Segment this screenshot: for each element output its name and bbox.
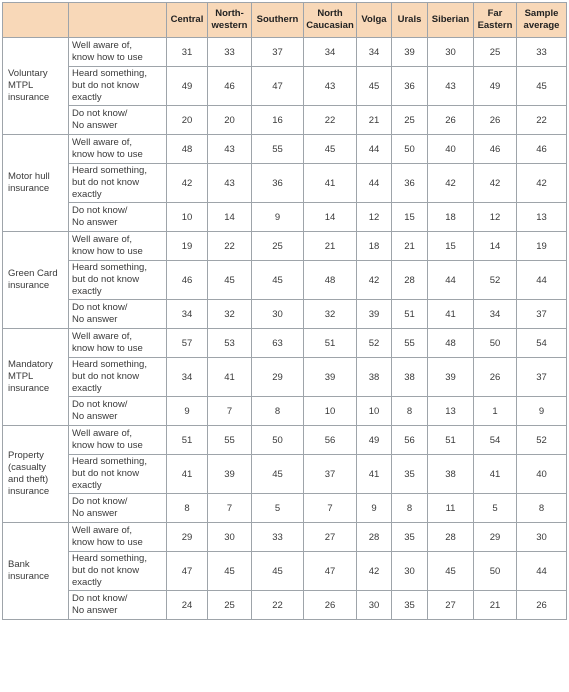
value-cell: 18 [357, 232, 392, 261]
header-urals: Urals [392, 3, 428, 38]
value-cell: 34 [474, 300, 517, 329]
value-cell: 45 [208, 552, 252, 591]
value-cell: 43 [304, 67, 357, 106]
value-cell: 44 [428, 261, 474, 300]
table-row [3, 164, 567, 203]
value-cell: 57 [167, 329, 208, 358]
value-cell: 35 [392, 455, 428, 494]
response-label: Heard something, but do not know exactly [69, 261, 167, 300]
value-cell: 18 [428, 203, 474, 232]
value-cell: 24 [167, 591, 208, 620]
value-cell: 15 [392, 203, 428, 232]
header-siberian: Siberian [428, 3, 474, 38]
value-cell: 9 [517, 397, 567, 426]
value-cell: 21 [304, 232, 357, 261]
value-cell: 43 [208, 135, 252, 164]
value-cell: 47 [304, 552, 357, 591]
value-cell: 41 [357, 455, 392, 494]
value-cell: 49 [474, 67, 517, 106]
value-cell: 12 [357, 203, 392, 232]
response-label: Do not know/ No answer [69, 106, 167, 135]
value-cell: 22 [208, 232, 252, 261]
value-cell: 36 [392, 164, 428, 203]
value-cell: 42 [474, 164, 517, 203]
value-cell: 8 [392, 397, 428, 426]
value-cell: 39 [357, 300, 392, 329]
value-cell: 46 [474, 135, 517, 164]
table-row [3, 106, 567, 135]
value-cell: 50 [474, 552, 517, 591]
value-cell: 38 [357, 358, 392, 397]
value-cell: 43 [208, 164, 252, 203]
insurance-awareness-table [2, 2, 567, 620]
response-label: Heard something, but do not know exactly [69, 164, 167, 203]
value-cell: 34 [167, 300, 208, 329]
value-cell: 45 [428, 552, 474, 591]
value-cell: 8 [167, 494, 208, 523]
value-cell: 33 [252, 523, 304, 552]
value-cell: 25 [474, 38, 517, 67]
value-cell: 63 [252, 329, 304, 358]
value-cell: 38 [428, 455, 474, 494]
response-label: Heard something, but do not know exactly [69, 358, 167, 397]
value-cell: 50 [252, 426, 304, 455]
insurance-type-label: Bank insurance [3, 523, 69, 620]
value-cell: 45 [304, 135, 357, 164]
response-label: Do not know/ No answer [69, 591, 167, 620]
response-label: Well aware of, know how to use [69, 329, 167, 358]
table-row [3, 523, 567, 552]
response-label: Heard something, but do not know exactly [69, 455, 167, 494]
value-cell: 44 [517, 552, 567, 591]
value-cell: 29 [252, 358, 304, 397]
value-cell: 55 [252, 135, 304, 164]
value-cell: 51 [392, 300, 428, 329]
value-cell: 26 [474, 358, 517, 397]
value-cell: 26 [428, 106, 474, 135]
value-cell: 10 [304, 397, 357, 426]
table-row [3, 203, 567, 232]
value-cell: 25 [392, 106, 428, 135]
value-cell: 28 [357, 523, 392, 552]
value-cell: 41 [474, 455, 517, 494]
value-cell: 9 [252, 203, 304, 232]
header-empty-group [3, 3, 69, 38]
value-cell: 47 [252, 67, 304, 106]
table-row [3, 358, 567, 397]
value-cell: 35 [392, 523, 428, 552]
value-cell: 10 [167, 203, 208, 232]
value-cell: 22 [252, 591, 304, 620]
value-cell: 25 [208, 591, 252, 620]
value-cell: 55 [208, 426, 252, 455]
response-label: Well aware of, know how to use [69, 38, 167, 67]
value-cell: 30 [357, 591, 392, 620]
value-cell: 5 [474, 494, 517, 523]
value-cell: 19 [167, 232, 208, 261]
value-cell: 52 [357, 329, 392, 358]
value-cell: 47 [167, 552, 208, 591]
value-cell: 50 [474, 329, 517, 358]
header-row [3, 3, 567, 38]
value-cell: 34 [304, 38, 357, 67]
value-cell: 37 [304, 455, 357, 494]
value-cell: 42 [357, 552, 392, 591]
value-cell: 42 [357, 261, 392, 300]
value-cell: 30 [517, 523, 567, 552]
value-cell: 54 [474, 426, 517, 455]
value-cell: 46 [208, 67, 252, 106]
value-cell: 8 [392, 494, 428, 523]
response-label: Well aware of, know how to use [69, 426, 167, 455]
value-cell: 10 [357, 397, 392, 426]
table-row [3, 591, 567, 620]
table-row [3, 552, 567, 591]
value-cell: 5 [252, 494, 304, 523]
value-cell: 30 [252, 300, 304, 329]
table-row [3, 232, 567, 261]
value-cell: 40 [517, 455, 567, 494]
value-cell: 39 [304, 358, 357, 397]
value-cell: 48 [304, 261, 357, 300]
value-cell: 42 [167, 164, 208, 203]
value-cell: 28 [428, 523, 474, 552]
value-cell: 51 [304, 329, 357, 358]
survey-table-container [2, 2, 567, 620]
response-label: Well aware of, know how to use [69, 523, 167, 552]
response-label: Do not know/ No answer [69, 203, 167, 232]
value-cell: 29 [474, 523, 517, 552]
response-label: Well aware of, know how to use [69, 135, 167, 164]
value-cell: 28 [392, 261, 428, 300]
value-cell: 44 [517, 261, 567, 300]
value-cell: 31 [167, 38, 208, 67]
insurance-type-label: Voluntary MTPL insurance [3, 38, 69, 135]
table-row [3, 494, 567, 523]
value-cell: 39 [208, 455, 252, 494]
value-cell: 20 [167, 106, 208, 135]
value-cell: 8 [517, 494, 567, 523]
value-cell: 8 [252, 397, 304, 426]
header-sample-average: Sample average [517, 3, 567, 38]
value-cell: 34 [167, 358, 208, 397]
value-cell: 13 [428, 397, 474, 426]
table-row [3, 38, 567, 67]
value-cell: 55 [392, 329, 428, 358]
value-cell: 37 [517, 358, 567, 397]
value-cell: 46 [167, 261, 208, 300]
value-cell: 1 [474, 397, 517, 426]
value-cell: 33 [517, 38, 567, 67]
value-cell: 32 [304, 300, 357, 329]
table-row [3, 67, 567, 106]
value-cell: 14 [474, 232, 517, 261]
value-cell: 26 [304, 591, 357, 620]
header-north-caucasian: North Caucasian [304, 3, 357, 38]
table-row [3, 300, 567, 329]
value-cell: 45 [252, 455, 304, 494]
response-label: Well aware of, know how to use [69, 232, 167, 261]
value-cell: 32 [208, 300, 252, 329]
value-cell: 21 [357, 106, 392, 135]
value-cell: 52 [474, 261, 517, 300]
value-cell: 45 [357, 67, 392, 106]
value-cell: 41 [208, 358, 252, 397]
table-row [3, 135, 567, 164]
value-cell: 33 [208, 38, 252, 67]
value-cell: 37 [517, 300, 567, 329]
value-cell: 39 [428, 358, 474, 397]
insurance-type-label: Motor hull insurance [3, 135, 69, 232]
value-cell: 14 [304, 203, 357, 232]
value-cell: 38 [392, 358, 428, 397]
value-cell: 43 [428, 67, 474, 106]
value-cell: 46 [517, 135, 567, 164]
value-cell: 30 [392, 552, 428, 591]
value-cell: 49 [167, 67, 208, 106]
value-cell: 7 [304, 494, 357, 523]
header-empty-response [69, 3, 167, 38]
value-cell: 20 [208, 106, 252, 135]
value-cell: 21 [474, 591, 517, 620]
value-cell: 12 [474, 203, 517, 232]
table-row [3, 261, 567, 300]
table-row [3, 329, 567, 358]
value-cell: 9 [357, 494, 392, 523]
response-label: Heard something, but do not know exactly [69, 552, 167, 591]
value-cell: 42 [517, 164, 567, 203]
value-cell: 40 [428, 135, 474, 164]
response-label: Do not know/ No answer [69, 397, 167, 426]
value-cell: 34 [357, 38, 392, 67]
value-cell: 22 [304, 106, 357, 135]
value-cell: 26 [517, 591, 567, 620]
value-cell: 9 [167, 397, 208, 426]
value-cell: 41 [167, 455, 208, 494]
value-cell: 35 [392, 591, 428, 620]
value-cell: 27 [428, 591, 474, 620]
value-cell: 19 [517, 232, 567, 261]
response-label: Heard something, but do not know exactly [69, 67, 167, 106]
value-cell: 53 [208, 329, 252, 358]
value-cell: 36 [392, 67, 428, 106]
response-label: Do not know/ No answer [69, 300, 167, 329]
value-cell: 39 [392, 38, 428, 67]
insurance-type-label: Property (casualty and theft) insurance [3, 426, 69, 523]
value-cell: 11 [428, 494, 474, 523]
value-cell: 22 [517, 106, 567, 135]
value-cell: 25 [252, 232, 304, 261]
value-cell: 48 [428, 329, 474, 358]
header-volga: Volga [357, 3, 392, 38]
value-cell: 15 [428, 232, 474, 261]
value-cell: 51 [428, 426, 474, 455]
value-cell: 45 [252, 261, 304, 300]
value-cell: 45 [208, 261, 252, 300]
value-cell: 45 [252, 552, 304, 591]
value-cell: 51 [167, 426, 208, 455]
value-cell: 45 [517, 67, 567, 106]
value-cell: 49 [357, 426, 392, 455]
value-cell: 14 [208, 203, 252, 232]
value-cell: 54 [517, 329, 567, 358]
value-cell: 50 [392, 135, 428, 164]
value-cell: 44 [357, 135, 392, 164]
header-central: Central [167, 3, 208, 38]
value-cell: 26 [474, 106, 517, 135]
value-cell: 41 [428, 300, 474, 329]
table-body [3, 38, 567, 620]
value-cell: 42 [428, 164, 474, 203]
value-cell: 44 [357, 164, 392, 203]
value-cell: 7 [208, 397, 252, 426]
value-cell: 52 [517, 426, 567, 455]
value-cell: 7 [208, 494, 252, 523]
table-row [3, 426, 567, 455]
value-cell: 37 [252, 38, 304, 67]
value-cell: 48 [167, 135, 208, 164]
header-southern: Southern [252, 3, 304, 38]
value-cell: 56 [392, 426, 428, 455]
value-cell: 41 [304, 164, 357, 203]
header-north-western: North- western [208, 3, 252, 38]
value-cell: 27 [304, 523, 357, 552]
value-cell: 16 [252, 106, 304, 135]
table-row [3, 455, 567, 494]
value-cell: 29 [167, 523, 208, 552]
value-cell: 36 [252, 164, 304, 203]
table-row [3, 397, 567, 426]
value-cell: 30 [208, 523, 252, 552]
value-cell: 21 [392, 232, 428, 261]
value-cell: 13 [517, 203, 567, 232]
value-cell: 56 [304, 426, 357, 455]
value-cell: 30 [428, 38, 474, 67]
insurance-type-label: Mandatory MTPL insurance [3, 329, 69, 426]
insurance-type-label: Green Card insurance [3, 232, 69, 329]
response-label: Do not know/ No answer [69, 494, 167, 523]
header-far-eastern: Far Eastern [474, 3, 517, 38]
